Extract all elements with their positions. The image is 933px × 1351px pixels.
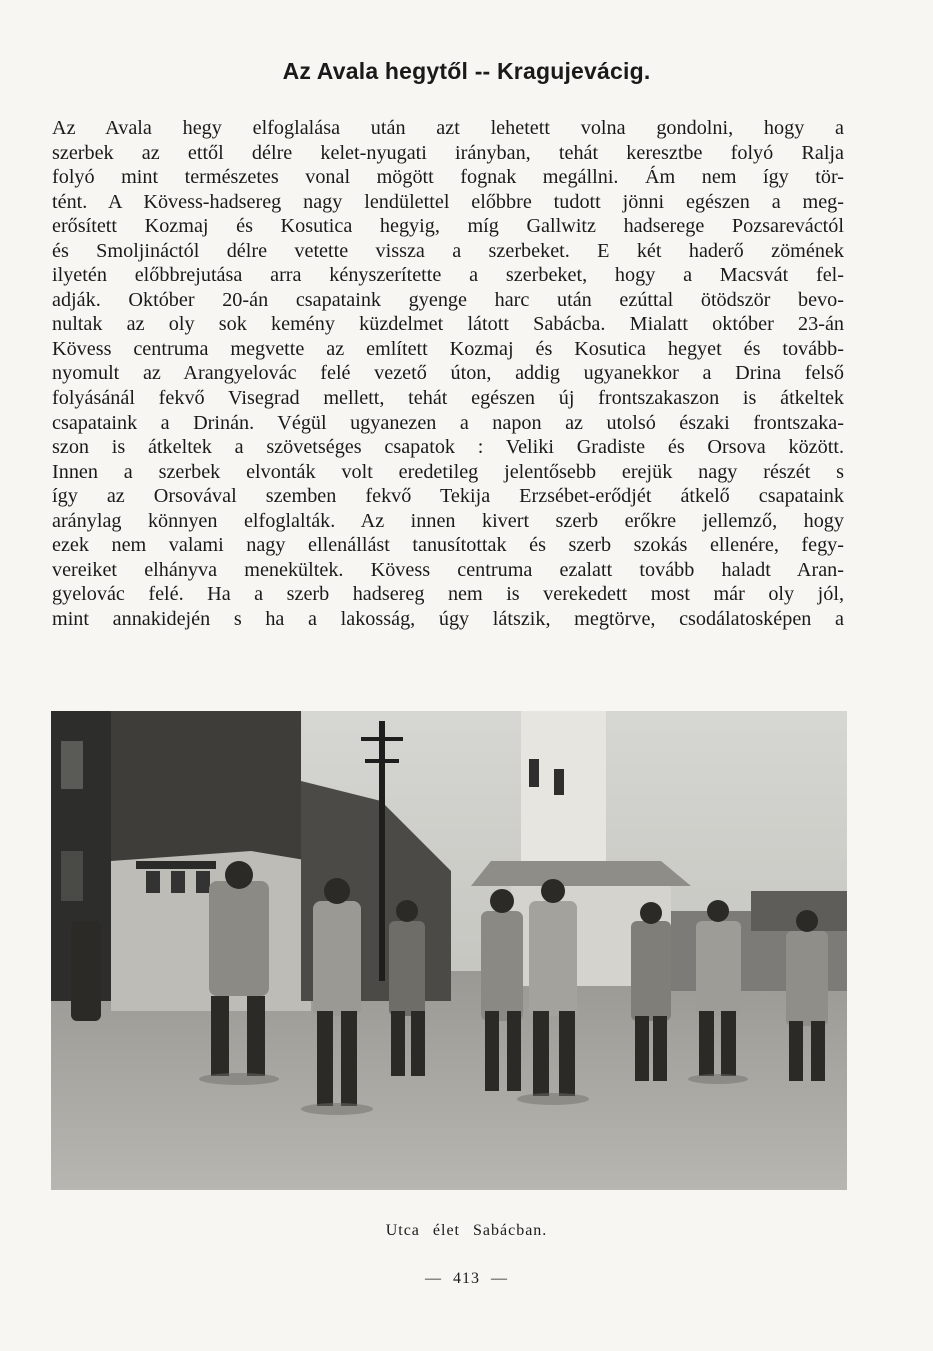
text-line: nultak az oly sok kemény küzdelmet látott Sabácba. Mialatt október 23-án xyxy=(52,313,844,336)
body-text xyxy=(52,116,844,631)
text-line: mint annakidején s ha a lakosság, úgy látszik, megtörve, csodálatosképen a xyxy=(52,607,844,630)
text-line: gyelovác felé. Ha a szerb hadsereg nem is verekedett most már oly jól, xyxy=(52,583,844,606)
text-line: így az Orsovával szemben fekvő Tekija Erzsébet-erődjét átkelő csapataink xyxy=(52,485,844,508)
text-line: ilyetén előbbrejutása arra kényszerítette a szerbeket, hogy a Macsvát fel- xyxy=(52,264,844,287)
text-line: szon is átkeltek a szövetséges csapatok : Veliki Gradiste és Orsova között. xyxy=(52,436,844,459)
street-photo-drawing xyxy=(51,711,847,1190)
text-line: erősített Kozmaj és Kosutica hegyig, míg Gallwitz hadserege Pozsareváctól xyxy=(52,215,844,238)
text-line: folyó mint természetes vonal mögött fognak megállni. Ám nem így tör- xyxy=(52,166,844,189)
text-line: adják. Október 20-án csapataink gyenge harc után ezúttal ötödször bevo- xyxy=(52,288,844,311)
text-line: aránylag könnyen elfoglalták. Az innen kivert szerb erőkre jellemző, hogy xyxy=(52,509,844,532)
photo-caption: Utca élet Sabácban. xyxy=(385,1222,548,1239)
page-number: — 413 — xyxy=(425,1270,508,1287)
text-line: nyomult az Arangyelovác felé vezető úton, addig ugyanekkor a Drina felső xyxy=(52,362,844,385)
text-line: folyásánál fekvő Visegrad mellett, tehát egészen új frontszakaszon is átkeltek xyxy=(52,387,844,410)
text-line: szerbek az ettől délre kelet-nyugati irányban, tehát keresztbe folyó Ralja xyxy=(52,141,844,164)
text-line: Innen a szerbek elvonták volt eredetileg jelentősebb erejük nagy részét s xyxy=(52,460,844,483)
text-line: csapataink a Drinán. Végül ugyanezen a napon az utolsó északi frontszaka- xyxy=(52,411,844,434)
page-title: Az Avala hegytől -- Kragujevácig. xyxy=(282,58,651,84)
text-line: és Smoljináctól délre vetette vissza a szerbeket. E két haderő zömének xyxy=(52,239,844,262)
text-line: vereiket elhányva menekültek. Kövess centruma ezalatt tovább haladt Aran- xyxy=(52,558,844,581)
text-line: Kövess centruma megvette az említett Kozmaj és Kosutica hegyet és tovább- xyxy=(52,337,844,360)
text-line: ezek nem valami nagy ellenállást tanusítottak és szerb szokás ellenére, fegy- xyxy=(52,534,844,557)
text-line: Az Avala hegy elfoglalása után azt lehetett volna gondolni, hogy a xyxy=(52,117,844,139)
text-line: tént. A Kövess-hadsereg nagy lendülettel előbbre tudott jönni egészen a meg- xyxy=(52,190,844,213)
street-photo xyxy=(51,711,847,1190)
